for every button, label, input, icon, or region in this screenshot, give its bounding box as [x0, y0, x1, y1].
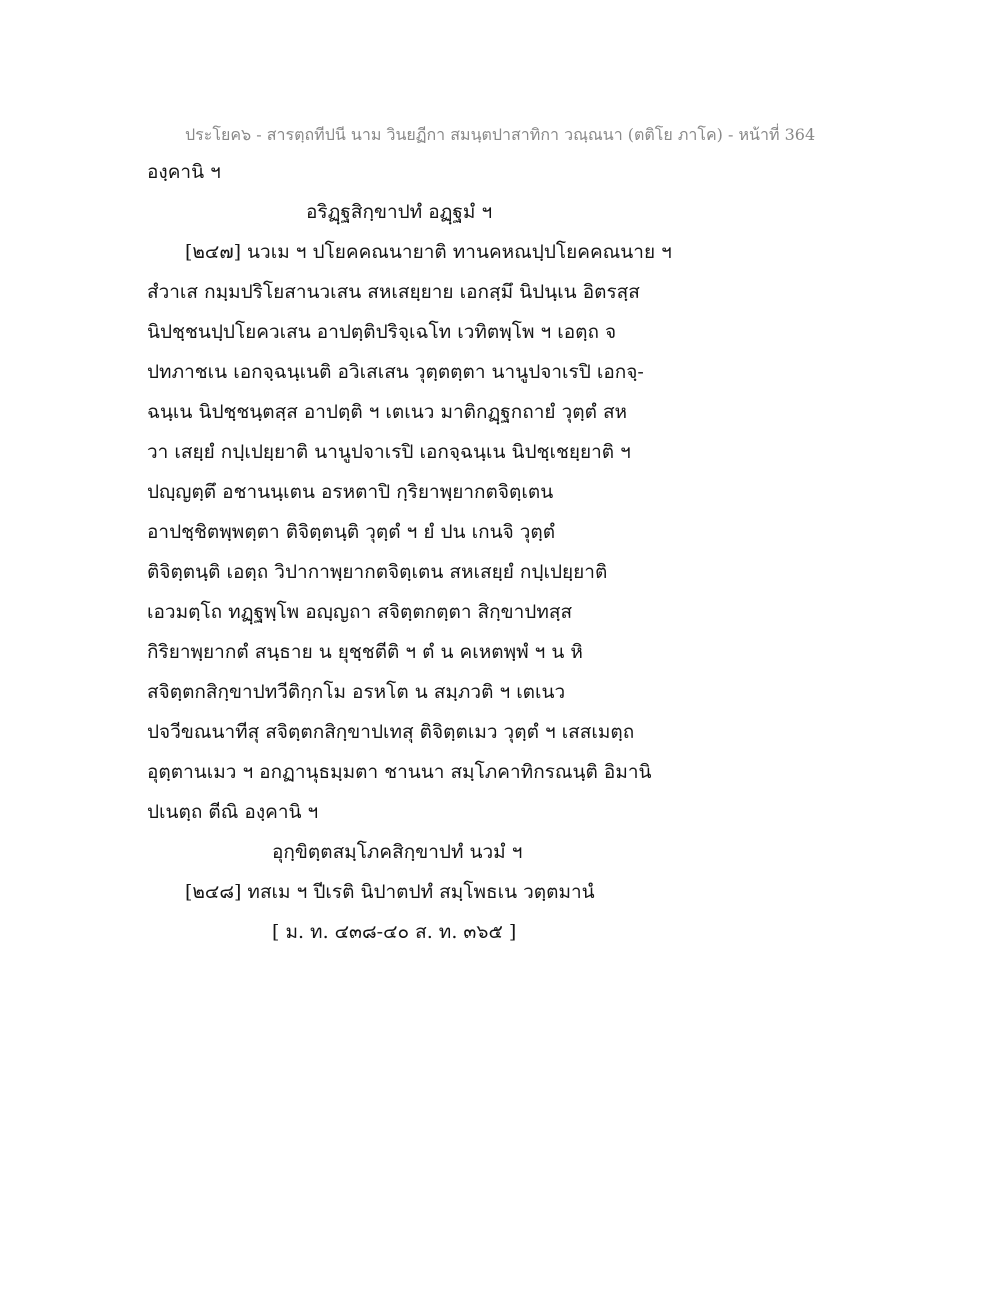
body-line: นิปชฺชนปฺปโยควเสน อาปตฺติปริจฺเฉโท เวทิตพฺโพ ฯ เอตฺถ จ: [147, 321, 617, 343]
body-line: กิริยาพฺยากตํ สนฺธาย น ยุชฺชตีติ ฯ ตํ น คเหตพฺพํ ฯ น หิ: [147, 641, 583, 663]
body-line: องฺคานิ ฯ: [147, 161, 221, 183]
body-line: ติจิตฺตนฺติ เอตฺถ วิปากาพฺยากตจิตฺเตน สหเสยฺยํ กปฺเปยฺยาติ: [147, 561, 608, 583]
body-line: ฉนฺเน นิปชฺชนฺตสฺส อาปตฺติ ฯ เตเนว มาติกฏฺฐกถายํ วุตฺตํ สห: [147, 401, 628, 423]
body-line: อาปชฺชิตพฺพตฺตา ติจิตฺตนฺติ วุตฺตํ ฯ ยํ ปน เกนจิ วุตฺตํ: [147, 521, 556, 543]
body-line: วา เสยฺยํ กปฺเปยฺยาติ นานูปจาเรปิ เอกจฺฉนฺเน นิปชฺเชยฺยาติ ฯ: [147, 441, 631, 463]
body-line: สํวาเส กมฺมปริโยสานวเสน สหเสยฺยาย เอกสฺมึ นิปนฺเน อิตรสฺส: [147, 281, 640, 303]
body-line: สจิตฺตกสิกฺขาปทวีติกฺกโม อรหโต น สมฺภวติ ฯ เตเนว: [147, 681, 566, 703]
body-line: ปทภาชเน เอกจฺฉนฺเนติ อวิเสเสน วุตฺตตฺตา นานูปจาเรปิ เอกจฺ-: [147, 361, 644, 383]
body-line: เอวมตฺโถ ทฏฺฐพฺโพ อญฺญถา สจิตฺตกตฺตา สิกฺขาปทสฺส: [147, 601, 573, 623]
reference-note: [ ม. ท. ๔๓๘-๔๐ ส. ท. ๓๖๕ ]: [272, 921, 517, 943]
paragraph-start: [๒๔๘] ทสเม ฯ ปีเรติ นิปาตปทํ สมฺโพธเน วตฺตมานํ: [185, 881, 595, 903]
body-line: อุตฺตานเมว ฯ อกฏานุธมฺมตา ชานนา สมฺโภคาทิกรณนฺติ อิมานิ: [147, 761, 652, 783]
section-title: อริฏฺฐสิกฺขาปทํ อฏฺฐมํ ฯ: [306, 201, 493, 223]
body-line: ปเนตฺถ ตีณิ องฺคานิ ฯ: [147, 801, 319, 823]
body-line: ปจวีขณนาทีสุ สจิตฺตกสิกฺขาปเทสุ ติจิตฺตเมว วุตฺตํ ฯ เสสเมตฺถ: [147, 721, 635, 743]
section-title: อุกฺขิตฺตสมฺโภคสิกฺขาปทํ นวมํ ฯ: [272, 841, 523, 863]
page-header: ประโยค๖ - สารตฺถทีปนี นาม วินยฏีกา สมนฺตปาสาทิกา วณฺณนา (ตติโย ภาโค) - หน้าที่ 364: [185, 125, 816, 144]
paragraph-start: [๒๔๗] นวเม ฯ ปโยคคณนายาติ ทานคหณปฺปโยคคณนาย ฯ: [185, 241, 672, 263]
body-line: ปญฺญตฺตึ อชานนฺเตน อรหตาปิ กฺริยาพฺยากตจิตฺเตน: [147, 481, 554, 503]
